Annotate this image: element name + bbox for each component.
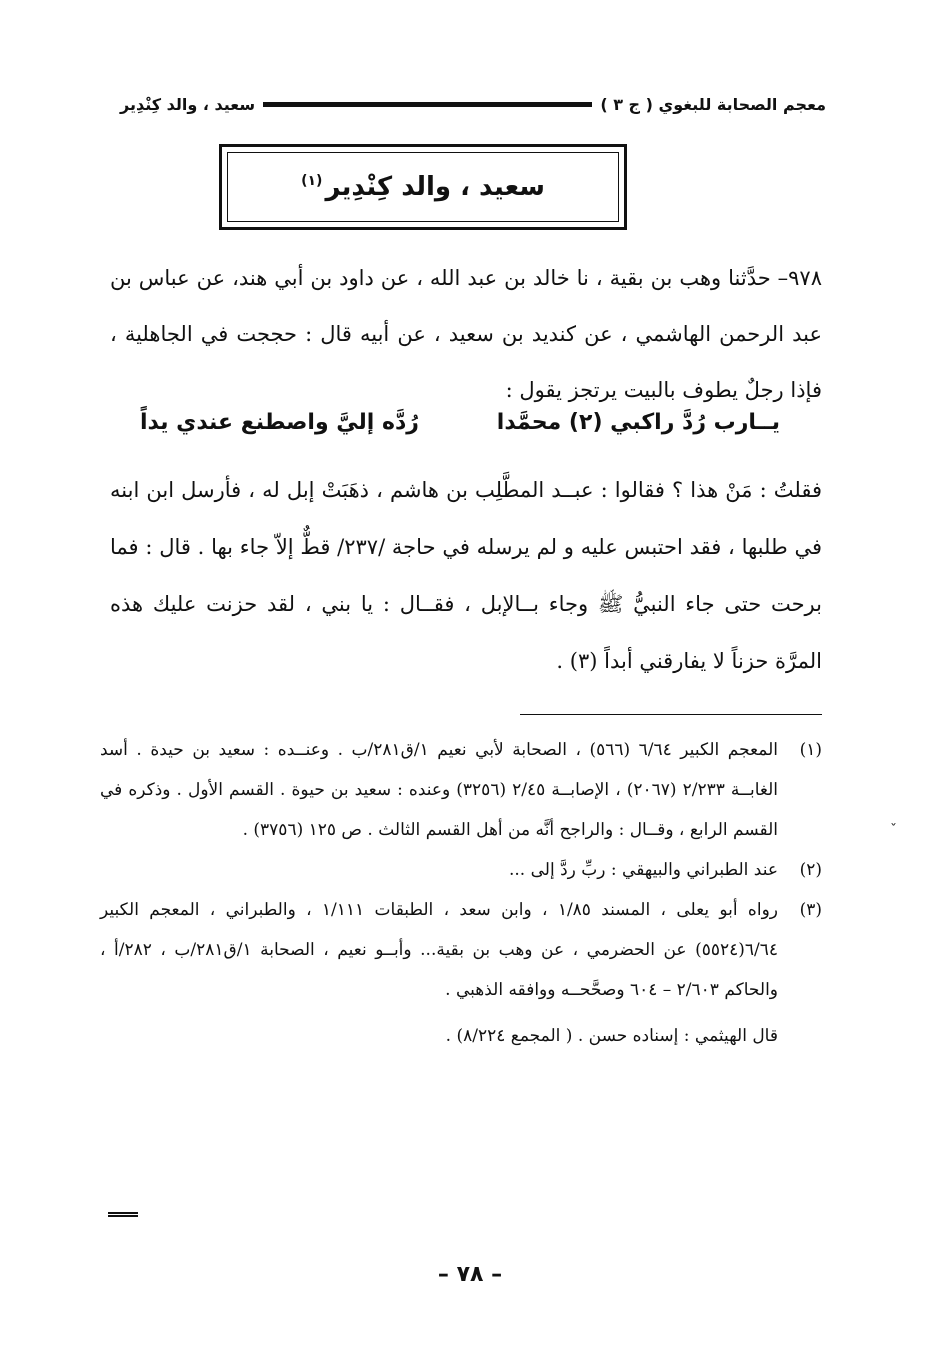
entry-body-continued: [110, 462, 822, 690]
verse-hemistich-first: يــارب رُدَّ راكبي (٢) محمَّدا: [496, 410, 780, 435]
entry-paragraph-2: فقلتُ : مَنْ هذا ؟ فقالوا : عبــد المطَّلِب بن هاشم ، ذهَبَتْ إبل له ، فأرسل ابن ابنه في طلبها ، فقد احتبس عليه و لم يرسله في حاجة /٢٣٧/ قطٌّ إلاّ جاء بها . قال : فما برحت حتى جاء النبيُّ ﷺ وجاء بــالإبل ، فقــال : يا بني ، لقد حزنت عليك هذه المرَّة حزناً لا يفارقني أبداً (٣) .: [110, 478, 822, 673]
footnote-item: [100, 850, 822, 890]
entry-body: [110, 250, 822, 418]
footnote-item: [100, 730, 822, 850]
footnote-text: عند الطبراني والبيهقي : ربِّ ردَّ إلى ...: [509, 860, 778, 880]
header-rule: [263, 102, 592, 107]
running-header: [120, 92, 826, 116]
footnote-item: [100, 890, 822, 1010]
page-number: – ٧٨ –: [437, 1262, 503, 1287]
entry-title-text: سعيد ، والد كِنْدِير: [325, 172, 545, 202]
verse-hemistich-second: رُدَّه إليَّ واصطنع عندي يداً: [140, 410, 419, 435]
verse-line: [140, 410, 780, 450]
header-section-title: سعيد ، والد كِنْدِير: [120, 94, 256, 114]
entry-title: [301, 172, 545, 202]
footnote-separator: [520, 714, 822, 715]
entry-paragraph-1: ٩٧٨– حدَّثنا وهب بن بقية ، نا خالد بن عبد الله ، عن داود بن أبي هند، عن عباس بن عبد الرحمن الهاشمي ، عن كنديد بن سعيد ، عن أبيه قال : حججت في الجاهلية ، فإذا رجلٌ يطوف بالبيت يرتجز يقول :: [110, 266, 822, 402]
footnote-number: (٢): [799, 860, 822, 880]
footnote-extra-note: قال الهيثمي : إسناده حسن . ( المجمع ٨/٢٢٤) .: [445, 1026, 778, 1046]
footnote-number: (١): [799, 740, 822, 760]
footnote-text: رواه أبو يعلى ، المسند ١/٨٥ ، وابن سعد ، الطبقات ١/١١١ ، والطبراني ، المعجم الكبير ٦/٦٤(٥٥٢٤) عن الحضرمي ، عن وهب بن بقية... وأبــو نعيم ، الصحابة ١/ق٢٨١/ب ، ٢٨٢/أ ، والحاكم ٢/٦٠٣ – ٦٠٤ وصحَّحــه ووافقه الذهبي .: [100, 900, 778, 1000]
end-mark: [108, 1212, 138, 1217]
footnote-text: المعجم الكبير ٦/٦٤ (٥٦٦) ، الصحابة لأبي نعيم ١/ق٢٨١/ب . وعنــده : سعيد بن حيدة . أسد الغابــة ٢/٢٣٣ (٢٠٦٧) ، الإصابــة ٢/٤٥ (٣٢٥٦) وعنده : سعيد بن حيوة . القسم الأول . وذكره في القسم الرابع ، وقــال : والراجح أنَّه من أهل القسم الثالث . ص ١٢٥ (٣٧٥٦) .: [100, 740, 778, 840]
footnotes: [100, 730, 822, 1056]
margin-mark: ˇ: [890, 822, 897, 838]
header-book-title: معجم الصحابة للبغوي ( ج ٣ ): [600, 94, 826, 114]
title-inner-frame: [227, 152, 619, 222]
title-frame: [219, 144, 627, 230]
title-footnote-marker: (١): [301, 173, 323, 190]
footnote-number: (٣): [799, 900, 822, 920]
